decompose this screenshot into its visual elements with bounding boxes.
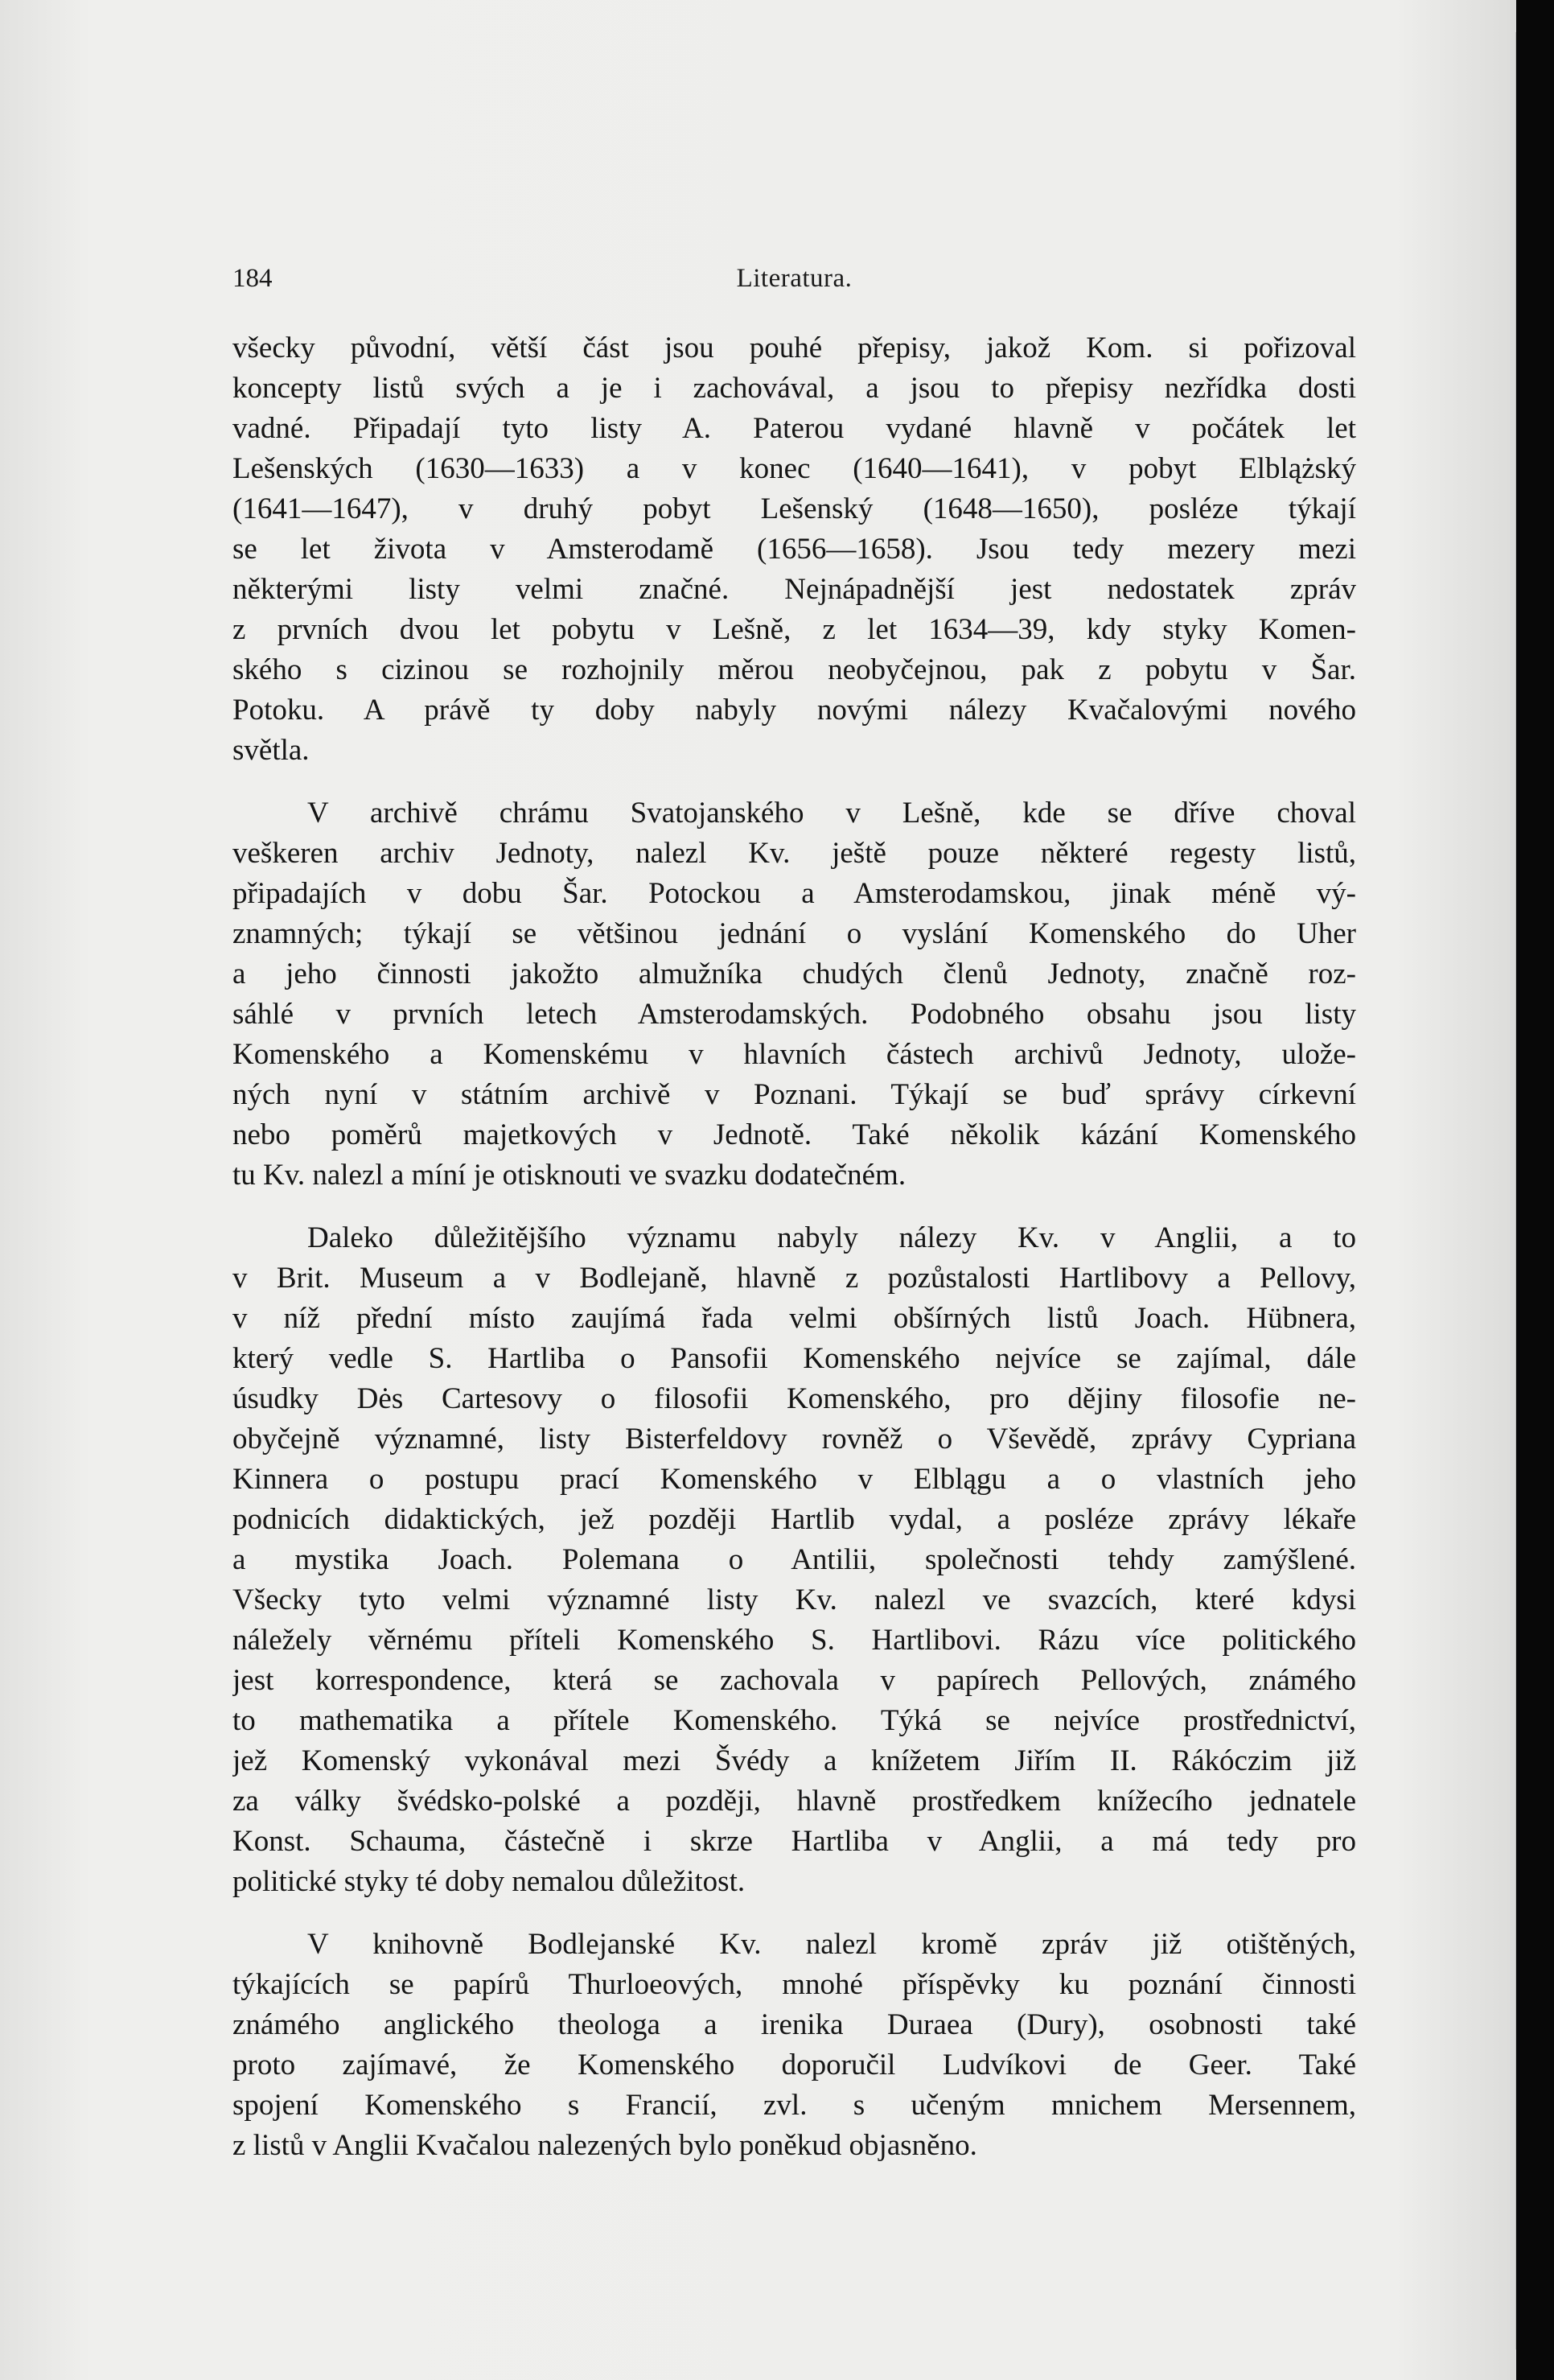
- text-line: proto zajímavé, že Komenského doporučil Ludvíkovi de Geer. Také: [232, 2049, 1356, 2081]
- text-line: některými listy velmi značné. Nejnápadnější jest nedostatek zpráv: [232, 573, 1356, 606]
- text-line: úsudky Dės Cartesovy o filosofii Komenského, pro dějiny filosofie ne-: [232, 1382, 1356, 1415]
- text-line: týkajících se papírů Thurloeových, mnohé příspěvky ku poznání činnosti: [232, 1968, 1356, 2001]
- text-line: znamných; týkají se většinou jednání o vyslání Komenského do Uher: [232, 917, 1356, 950]
- text-line: to mathematika a přítele Komenského. Týká se nejvíce prostřednictví,: [232, 1704, 1356, 1737]
- text-line: podnicích didaktických, jež později Hartlib vydal, a posléze zprávy lékaře: [232, 1503, 1356, 1536]
- body-text: [232, 328, 1356, 2166]
- text-line: sáhlé v prvních letech Amsterodamských. Podobného obsahu jsou listy: [232, 998, 1356, 1031]
- text-line: Komenského a Komenskému v hlavních částech archivů Jednoty, ulože-: [232, 1038, 1356, 1071]
- text-line: známého anglického theologa a irenika Duraea (Dury), osobnosti také: [232, 2008, 1356, 2041]
- text-line: jest korrespondence, která se zachovala v papírech Pellových, známého: [232, 1664, 1356, 1697]
- text-line: náležely věrnému příteli Komenského S. Hartlibovi. Rázu více politického: [232, 1624, 1356, 1657]
- text-line: Kinnera o postupu prací Komenského v Elblągu a o vlastních jeho: [232, 1463, 1356, 1496]
- text-line: Konst. Schauma, částečně i skrze Hartliba v Anglii, a má tedy pro: [232, 1825, 1356, 1858]
- text-line: V archivě chrámu Svatojanského v Lešně, kde se dříve choval: [307, 797, 1356, 830]
- text-line: nebo poměrů majetkových v Jednotě. Také několik kázání Komenského: [232, 1118, 1356, 1151]
- text-line: Všecky tyto velmi významné listy Kv. nalezl ve svazcích, které kdysi: [232, 1583, 1356, 1616]
- text-line: z listů v Anglii Kvačalou nalezených bylo poněkud objasněno.: [232, 2129, 977, 2162]
- text-line: z prvních dvou let pobytu v Lešně, z let 1634—39, kdy styky Komen-: [232, 613, 1356, 646]
- text-line: a mystika Joach. Polemana o Antilii, společnosti tehdy zamýšlené.: [232, 1543, 1356, 1576]
- text-line: jež Komenský vykonával mezi Švédy a knížetem Jiřím II. Rákóczim již: [232, 1744, 1356, 1777]
- paragraph-2: [232, 793, 1356, 1196]
- text-line: Potoku. A právě ty doby nabyly novými nálezy Kvačalovými nového: [232, 694, 1356, 727]
- text-line: obyčejně významné, listy Bisterfeldovy rovněž o Vševědě, zprávy Cypriana: [232, 1423, 1356, 1456]
- text-line: za války švédsko-polské a později, hlavně prostředkem knížecího jednatele: [232, 1785, 1356, 1818]
- text-line: spojení Komenského s Francií, zvl. s učeným mnichem Mersennem,: [232, 2089, 1356, 2122]
- text-line: veškeren archiv Jednoty, nalezl Kv. ještě pouze některé regesty listů,: [232, 837, 1356, 870]
- text-line: vadné. Připadají tyto listy A. Paterou vydané hlavně v počátek let: [232, 412, 1356, 445]
- text-line: se let života v Amsterodamě (1656—1658). Jsou tedy mezery mezi: [232, 533, 1356, 566]
- running-title: Literatura.: [736, 264, 853, 293]
- text-line: který vedle S. Hartliba o Pansofii Komenského nejvíce se zajímal, dále: [232, 1342, 1356, 1375]
- text-line: Daleko důležitějšího významu nabyly nálezy Kv. v Anglii, a to: [307, 1221, 1356, 1254]
- text-line: v Brit. Museum a v Bodlejaně, hlavně z pozůstalosti Hartlibovy a Pellovy,: [232, 1262, 1356, 1295]
- text-line: připadajích v dobu Šar. Potockou a Amsterodamskou, jinak méně vý-: [232, 877, 1356, 910]
- text-line: a jeho činnosti jakožto almužníka chudých členů Jednoty, značně roz-: [232, 957, 1356, 990]
- page-header: [232, 264, 1356, 299]
- text-line: V knihovně Bodlejanské Kv. nalezl kromě zpráv již otištěných,: [307, 1928, 1356, 1961]
- scan-border: [1516, 0, 1554, 2380]
- page-number: 184: [232, 264, 273, 293]
- text-line: světla.: [232, 734, 310, 767]
- text-line: ského s cizinou se rozhojnily měrou neobyčejnou, pak z pobytu v Šar.: [232, 653, 1356, 686]
- text-line: Lešenských (1630—1633) a v konec (1640—1641), v pobyt Elblążský: [232, 452, 1356, 485]
- text-line: koncepty listů svých a je i zachovával, a jsou to přepisy nezřídka dosti: [232, 372, 1356, 405]
- text-line: ných nyní v státním archivě v Poznani. Týkají se buď správy církevní: [232, 1078, 1356, 1111]
- text-line: v níž přední místo zaujímá řada velmi obšírných listů Joach. Hübnera,: [232, 1302, 1356, 1335]
- paragraph-1: [232, 328, 1356, 771]
- text-line: všecky původní, větší část jsou pouhé přepisy, jakož Kom. si pořizoval: [232, 331, 1356, 364]
- text-line: politické styky té doby nemalou důležitost.: [232, 1865, 746, 1898]
- text-line: tu Kv. nalezl a míní je otisknouti ve svazku dodatečném.: [232, 1159, 906, 1192]
- text-line: (1641—1647), v druhý pobyt Lešenský (1648—1650), posléze týkají: [232, 492, 1356, 525]
- paragraph-4: [232, 1925, 1356, 2166]
- paragraph-3: [232, 1218, 1356, 1902]
